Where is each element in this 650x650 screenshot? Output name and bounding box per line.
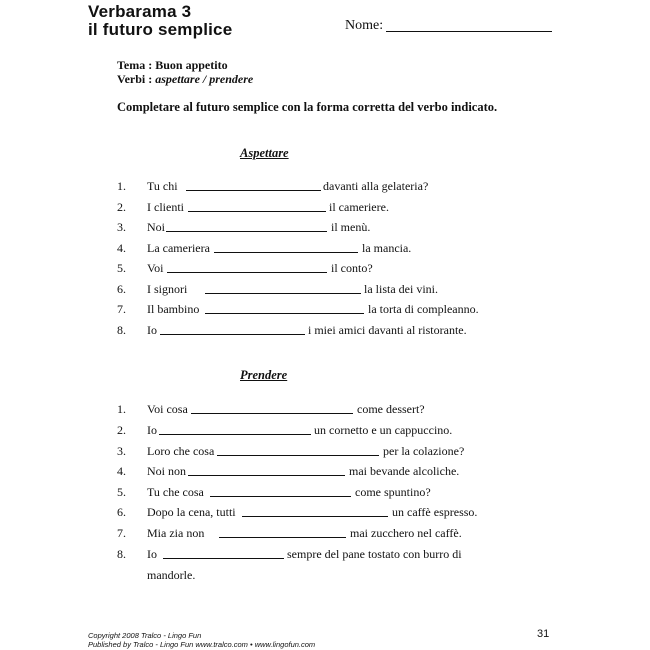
exercise-number: 4. xyxy=(117,241,126,255)
answer-blank[interactable] xyxy=(167,272,327,273)
answer-blank[interactable] xyxy=(159,434,311,435)
exercise-continuation: la torta di compleanno. xyxy=(368,302,479,316)
answer-blank[interactable] xyxy=(214,252,358,253)
answer-blank[interactable] xyxy=(219,537,346,538)
exercise-continuation: il conto? xyxy=(331,261,373,275)
exercise-number: 7. xyxy=(117,526,126,540)
verbi-value: aspettare / prendere xyxy=(155,72,254,86)
copyright-text: Copyright 2008 Tralco - Lingo Fun xyxy=(88,631,202,640)
exercise-number: 6. xyxy=(117,282,126,296)
exercise-prompt: Io xyxy=(147,547,157,561)
answer-blank[interactable] xyxy=(163,558,284,559)
exercise-prompt: Mia zia non xyxy=(147,526,205,540)
exercise-number: 8. xyxy=(117,547,126,561)
answer-blank[interactable] xyxy=(210,496,351,497)
exercise-continuation: per la colazione? xyxy=(383,444,465,458)
exercise-continuation: il menù. xyxy=(331,220,371,234)
answer-blank[interactable] xyxy=(166,231,327,232)
answer-blank[interactable] xyxy=(188,475,345,476)
exercise-continuation: la mancia. xyxy=(362,241,412,255)
verbi-label: Verbi : xyxy=(117,72,156,86)
exercise-continuation: come spuntino? xyxy=(355,485,431,499)
exercise-continuation: davanti alla gelateria? xyxy=(323,179,429,193)
exercise-number: 4. xyxy=(117,464,126,478)
exercise-prompt: Tu che cosa xyxy=(147,485,204,499)
tema-line xyxy=(117,58,228,72)
answer-blank[interactable] xyxy=(242,516,388,517)
exercise-prompt: Loro che cosa xyxy=(147,444,215,458)
exercise-continuation: un cornetto e un cappuccino. xyxy=(314,423,453,437)
publisher-text: Published by Tralco - Lingo Fun www.tralco.com • www.lingofun.com xyxy=(88,640,316,649)
exercise-continuation: come dessert? xyxy=(357,402,425,416)
exercise-row-continuation: mandorle. xyxy=(147,568,196,582)
exercise-number: 8. xyxy=(117,323,126,337)
exercise-number: 7. xyxy=(117,302,126,316)
worksheet-subtitle: il futuro semplice xyxy=(88,20,233,39)
page-number: 31 xyxy=(537,628,550,640)
answer-blank[interactable] xyxy=(217,455,379,456)
answer-blank[interactable] xyxy=(191,413,353,414)
exercise-prompt: La cameriera xyxy=(147,241,210,255)
exercise-continuation: mai zucchero nel caffè. xyxy=(350,526,462,540)
answer-blank[interactable] xyxy=(188,211,326,212)
section-title-aspettare: Aspettare xyxy=(240,146,289,160)
exercise-continuation: il cameriere. xyxy=(329,200,389,214)
name-field[interactable] xyxy=(386,31,552,32)
exercise-number: 1. xyxy=(117,179,126,193)
exercise-prompt: Io xyxy=(147,423,157,437)
exercise-number: 3. xyxy=(117,220,126,234)
answer-blank[interactable] xyxy=(186,190,321,191)
exercise-continuation: sempre del pane tostato con burro di xyxy=(287,547,462,561)
exercise-continuation: i miei amici davanti al ristorante. xyxy=(308,323,467,337)
exercise-number: 5. xyxy=(117,485,126,499)
exercise-number: 1. xyxy=(117,402,126,416)
exercise-prompt: Voi cosa xyxy=(147,402,188,416)
tema-label: Tema : xyxy=(117,58,156,72)
answer-blank[interactable] xyxy=(205,293,361,294)
name-label: Nome: xyxy=(345,18,384,33)
section-title-prendere: Prendere xyxy=(240,368,288,382)
exercise-prompt: I clienti xyxy=(147,200,184,214)
exercise-number: 2. xyxy=(117,200,126,214)
tema-value: Buon appetito xyxy=(155,58,228,72)
exercise-continuation: la lista dei vini. xyxy=(364,282,438,296)
exercise-prompt: Io xyxy=(147,323,157,337)
verbi-line xyxy=(117,72,253,86)
exercise-number: 6. xyxy=(117,505,126,519)
exercise-number: 5. xyxy=(117,261,126,275)
exercise-prompt: I signori xyxy=(147,282,188,296)
answer-blank[interactable] xyxy=(205,313,364,314)
exercise-prompt: Voi xyxy=(147,261,164,275)
exercise-prompt: Dopo la cena, tutti xyxy=(147,505,236,519)
answer-blank[interactable] xyxy=(160,334,305,335)
exercise-number: 2. xyxy=(117,423,126,437)
exercise-prompt: Noi non xyxy=(147,464,186,478)
exercise-continuation: mai bevande alcoliche. xyxy=(349,464,460,478)
worksheet-title: Verbarama 3 xyxy=(88,2,192,21)
exercise-prompt: Noi xyxy=(147,220,165,234)
exercise-prompt: Tu chi xyxy=(147,179,178,193)
instruction-text: Completare al futuro semplice con la forma corretta del verbo indicato. xyxy=(117,100,498,114)
exercise-prompt: Il bambino xyxy=(147,302,200,316)
exercise-continuation: un caffè espresso. xyxy=(392,505,478,519)
exercise-number: 3. xyxy=(117,444,126,458)
